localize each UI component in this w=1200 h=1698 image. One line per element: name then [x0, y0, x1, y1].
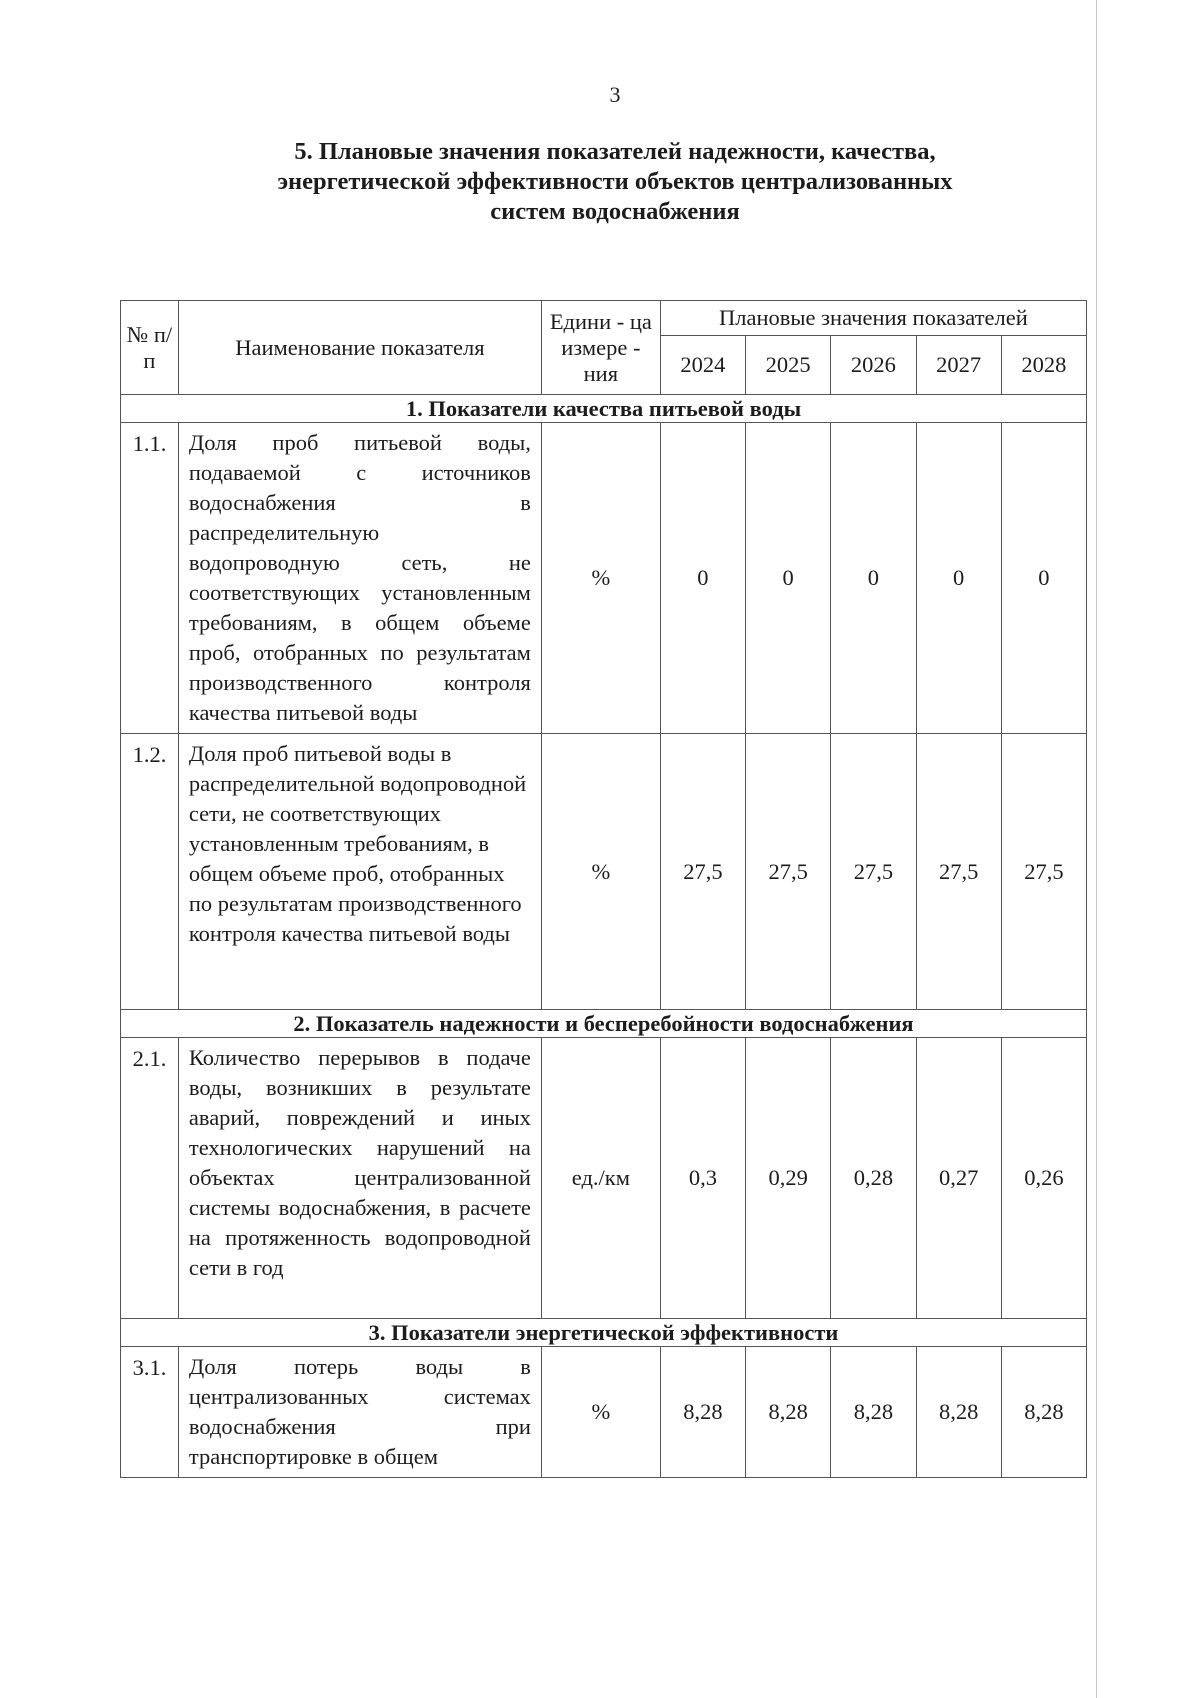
section-row: [121, 395, 1087, 423]
section-row: [121, 1010, 1087, 1038]
indicator-name: Доля проб питьевой воды в распределительной водопроводной сети, не соответствующих установленным требованиям, в общем объеме проб, отобранных по результатам производственного контроля качества питьевой воды: [178, 734, 541, 1010]
value-cell: 0,29: [746, 1038, 831, 1319]
value-cell: 0,3: [660, 1038, 745, 1319]
header-year: 2026: [831, 336, 916, 395]
document-title: [200, 137, 1030, 227]
section-title: 3. Показатели энергетической эффективности: [121, 1319, 1087, 1347]
value-cell: 0: [660, 423, 745, 734]
row-number: 1.2.: [121, 734, 179, 1010]
value-cell: 0,27: [916, 1038, 1001, 1319]
unit: %: [541, 423, 660, 734]
value-cell: 0,26: [1001, 1038, 1086, 1319]
indicator-name: Доля проб питьевой воды, подаваемой с источников водоснабжения в распределительную водопроводную сеть, не соответствующих установленным требованиям, в общем объеме проб, отобранных по результатам производственного контроля качества питьевой воды: [178, 423, 541, 734]
value-cell: 8,28: [831, 1347, 916, 1478]
row-number: 1.1.: [121, 423, 179, 734]
document-title-line-1: 5. Плановые значения показателей надежности, качества,: [294, 138, 936, 165]
section-title: 1. Показатели качества питьевой воды: [121, 395, 1087, 423]
document-title-line-3: систем водоснабжения: [490, 198, 740, 225]
value-cell: 27,5: [660, 734, 745, 1010]
indicator-name: Доля потерь воды в централизованных системах водоснабжения при транспортировке в общем: [178, 1347, 541, 1478]
value-cell: 8,28: [1001, 1347, 1086, 1478]
section-title: 2. Показатель надежности и бесперебойности водоснабжения: [121, 1010, 1087, 1038]
header-year: 2024: [660, 336, 745, 395]
table-row: [121, 1038, 1087, 1319]
unit: ед./км: [541, 1038, 660, 1319]
header-year: 2027: [916, 336, 1001, 395]
table-row: [121, 423, 1087, 734]
table-row: [121, 734, 1087, 1010]
value-cell: 0: [1001, 423, 1086, 734]
header-unit: Едини - ца измере - ния: [541, 301, 660, 395]
value-cell: 8,28: [660, 1347, 745, 1478]
row-number: 2.1.: [121, 1038, 179, 1319]
page-number: 3: [609, 82, 621, 107]
header-year: 2028: [1001, 336, 1086, 395]
value-cell: 8,28: [916, 1347, 1001, 1478]
table-row: [121, 1347, 1087, 1478]
document-title-line-2: энергетической эффективности объектов централизованных: [277, 168, 953, 195]
value-cell: 8,28: [746, 1347, 831, 1478]
value-cell: 0: [916, 423, 1001, 734]
value-cell: 0,28: [831, 1038, 916, 1319]
page-edge-line: [1096, 0, 1097, 1698]
value-cell: 27,5: [916, 734, 1001, 1010]
value-cell: 27,5: [746, 734, 831, 1010]
value-cell: 0: [831, 423, 916, 734]
indicator-name: Количество перерывов в подаче воды, возникших в результате аварий, повреждений и иных технологических нарушений на объектах централизованной системы водоснабжения, в расчете на протяженность водопроводной сети в год: [178, 1038, 541, 1319]
header-planned-values: Плановые значения показателей: [660, 301, 1086, 336]
indicators-table: [120, 300, 1087, 1478]
value-cell: 27,5: [831, 734, 916, 1010]
header-year: 2025: [746, 336, 831, 395]
section-row: [121, 1319, 1087, 1347]
row-number: 3.1.: [121, 1347, 179, 1478]
header-name: Наименование показателя: [178, 301, 541, 395]
table-header-row: [121, 301, 1087, 336]
unit: %: [541, 1347, 660, 1478]
value-cell: 0: [746, 423, 831, 734]
value-cell: 27,5: [1001, 734, 1086, 1010]
header-num: № п/п: [121, 301, 179, 395]
unit: %: [541, 734, 660, 1010]
